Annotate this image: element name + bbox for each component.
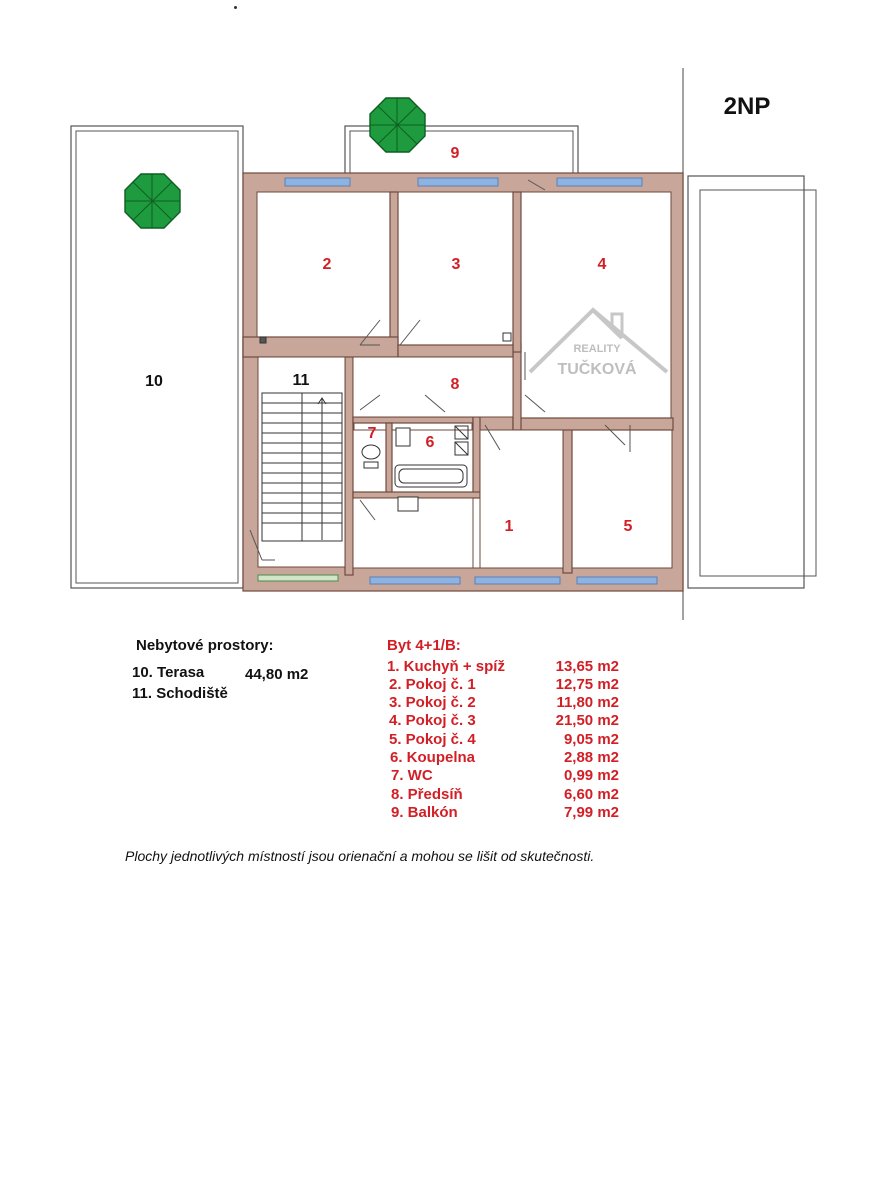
legend-apartment-item-area: 21,50 m2 [555,712,619,729]
legend-apartment-item-area: 13,65 m2 [555,658,619,675]
window-room4 [557,178,642,186]
room-label-9: 9 [450,145,460,162]
legend-apartment-row [389,694,619,712]
legend-apartment-row [389,731,619,749]
legend-apartment-item-area: 11,80 m2 [556,694,619,711]
legend-apartment-title: Byt 4+1/B: [387,637,461,654]
legend-apartment-item-name: 8. Předsíň [391,786,463,803]
room-label-3: 3 [451,256,461,273]
window-room3 [418,178,498,186]
legend-apartment-item-name: 2. Pokoj č. 1 [389,676,476,693]
floor-label: 2NP [723,93,771,120]
legend-apartment-item-name: 7. WC [391,767,433,784]
legend-common-item-name: 11. Schodiště [132,685,228,702]
window-room5 [577,577,657,584]
window-room1-b [475,577,560,584]
watermark-line2: TUČKOVÁ [557,361,637,378]
wall-room2-3 [390,192,398,345]
legend-apartment-item-name: 6. Koupelna [390,749,476,766]
legend-apartment-item-name: 3. Pokoj č. 2 [389,694,476,711]
room-label-8: 8 [450,376,460,393]
window-room2 [285,178,350,186]
room-label-7: 7 [367,425,377,442]
legend-apartment-item-name: 5. Pokoj č. 4 [389,731,476,748]
legend-apartment-row [389,712,619,730]
wall-stair [345,343,353,575]
room-label-6: 6 [425,434,435,451]
legend-apartment-row [387,658,619,676]
legend-apartment-row [389,676,619,694]
room-8-floor-top [353,357,513,417]
room-label-1: 1 [504,518,514,535]
legend-apartment-item-name: 9. Balkón [391,804,458,821]
legend-apartment-item-name: 1. Kuchyň + spíž [387,658,505,675]
room-4-floor [521,192,671,419]
legend-common-item-area: 44,80 m2 [245,666,309,683]
legend-apartment-row [391,767,619,785]
wall-room3-4 [513,192,521,352]
legend-common-item-name: 10. Terasa [132,664,205,681]
neighbour-unit-inner [700,190,816,576]
umbrella-icon [370,98,425,152]
watermark-line1: REALITY [573,343,621,355]
disclaimer-note: Plochy jednotlivých místností jsou orienační a mohou se lišit od skutečnosti. [125,848,595,864]
legend-common-title: Nebytové prostory: [136,637,274,654]
wall-room5 [563,423,572,573]
room-5-floor [572,430,672,568]
legend-apartment-item-area: 7,99 m2 [563,804,619,821]
legend-apartment-row [391,786,619,804]
room-label-5: 5 [623,518,633,535]
umbrella-icon [125,174,180,228]
legend-apartment-item-area: 12,75 m2 [555,676,619,693]
legend-apartment-item-area: 9,05 m2 [563,731,619,748]
wall-room1-top [513,418,673,430]
legend-apartment-item-area: 0,99 m2 [563,767,619,784]
window-stair [258,575,338,581]
window-room1-a [370,577,460,584]
wall-room3-bottom [398,345,513,357]
legend-apartment-item-name: 4. Pokoj č. 3 [389,712,476,729]
room-label-11: 11 [292,372,310,389]
room-label-4: 4 [597,256,607,273]
room-label-2: 2 [322,256,332,273]
legend-apartment-row [391,804,619,822]
room-label-10: 10 [145,373,163,390]
neighbour-unit-outline [688,176,804,588]
wall-bath-top [353,417,473,423]
legend-apartment-item-area: 6,60 m2 [563,786,619,803]
wall-bath-right [473,417,480,493]
room-1-floor-right [480,430,563,568]
legend-apartment-item-area: 2,88 m2 [563,749,619,766]
legend-apartment-row [390,749,619,767]
wall-wc [386,423,392,493]
wall-hall-right [513,343,521,430]
